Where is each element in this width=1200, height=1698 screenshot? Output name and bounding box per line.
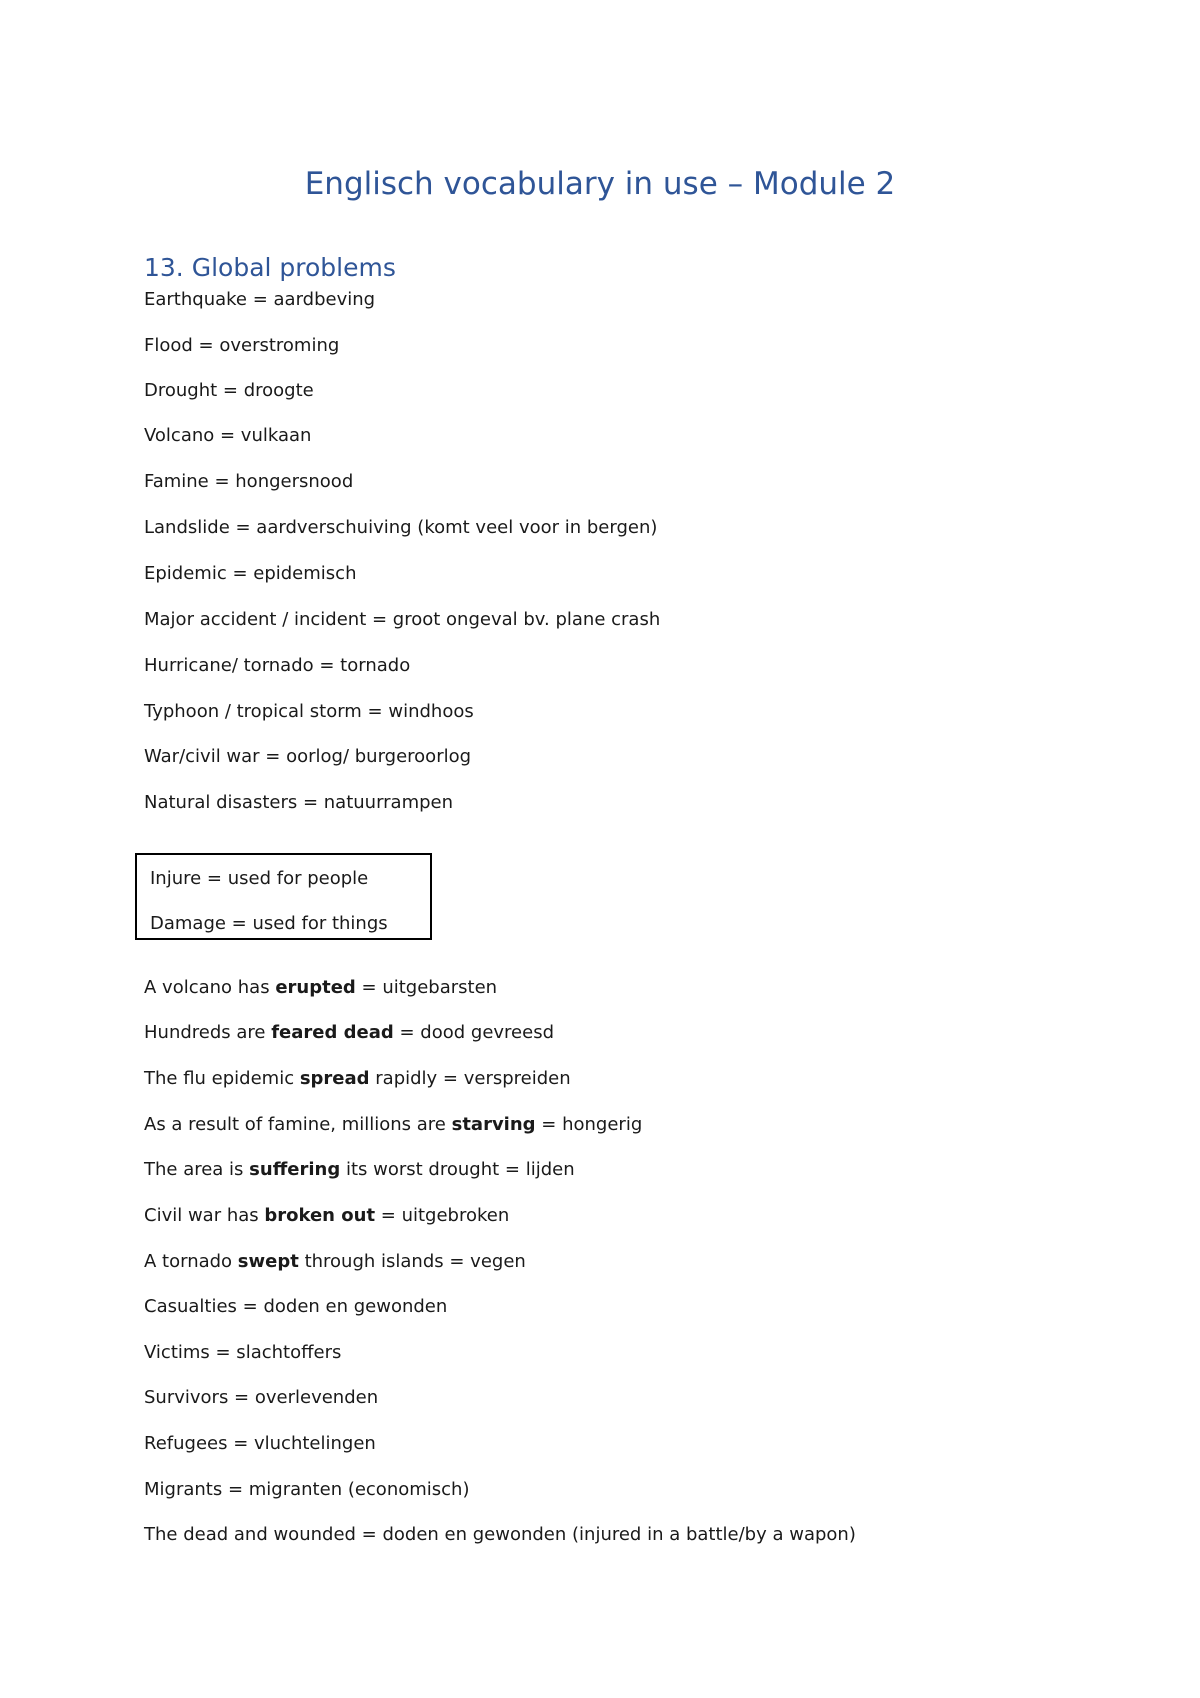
vocab-item: Famine = hongersnood [144,471,354,492]
phrase-keyword: suffering [249,1159,341,1180]
phrase-keyword: spread [299,1068,370,1089]
vocab-item: Natural disasters = natuurrampen [144,792,454,813]
vocab-item: Drought = droogte [144,380,314,401]
note-box [135,853,432,940]
vocab-item: Major accident / incident = groot ongeval bv. plane crash [144,609,661,630]
vocab-item: War/civil war = oorlog/ burgeroorlog [144,746,472,767]
phrase-item: A tornado swept through islands = vegen [144,1251,526,1272]
vocab-item: Landslide = aardverschuiving (komt veel voor in bergen) [144,517,658,538]
note-line: Damage = used for things [150,913,388,934]
section-heading: 13. Global problems [144,253,396,282]
vocab-item: Refugees = vluchtelingen [144,1433,376,1454]
vocab-item: Survivors = overlevenden [144,1387,379,1408]
phrase-item: The flu epidemic spread rapidly = verspreiden [144,1068,571,1089]
phrase-keyword: erupted [275,977,356,998]
phrase-keyword: swept [237,1251,299,1272]
vocab-item: Flood = overstroming [144,335,340,356]
vocab-item: Migrants = migranten (economisch) [144,1479,470,1500]
phrase-item: A volcano has erupted = uitgebarsten [144,977,498,998]
document-title: Englisch vocabulary in use – Module 2 [304,166,896,202]
vocab-item: The dead and wounded = doden en gewonden (injured in a battle/by a wapon) [144,1524,856,1545]
vocab-item: Casualties = doden en gewonden [144,1296,448,1317]
phrase-keyword: broken out [264,1205,376,1226]
phrase-item: The area is suffering its worst drought = lijden [144,1159,575,1180]
vocab-item: Epidemic = epidemisch [144,563,357,584]
phrase-item: Hundreds are feared dead = dood gevreesd [144,1022,554,1043]
vocab-item: Victims = slachtoffers [144,1342,342,1363]
vocab-item: Typhoon / tropical storm = windhoos [144,701,474,722]
vocab-item: Hurricane/ tornado = tornado [144,655,411,676]
phrase-keyword: starving [451,1114,536,1135]
note-line: Injure = used for people [150,868,369,889]
vocab-item: Earthquake = aardbeving [144,289,376,310]
phrase-item: As a result of famine, millions are starving = hongerig [144,1114,643,1135]
phrase-keyword: feared dead [271,1022,394,1043]
phrase-item: Civil war has broken out = uitgebroken [144,1205,510,1226]
vocab-item: Volcano = vulkaan [144,425,312,446]
